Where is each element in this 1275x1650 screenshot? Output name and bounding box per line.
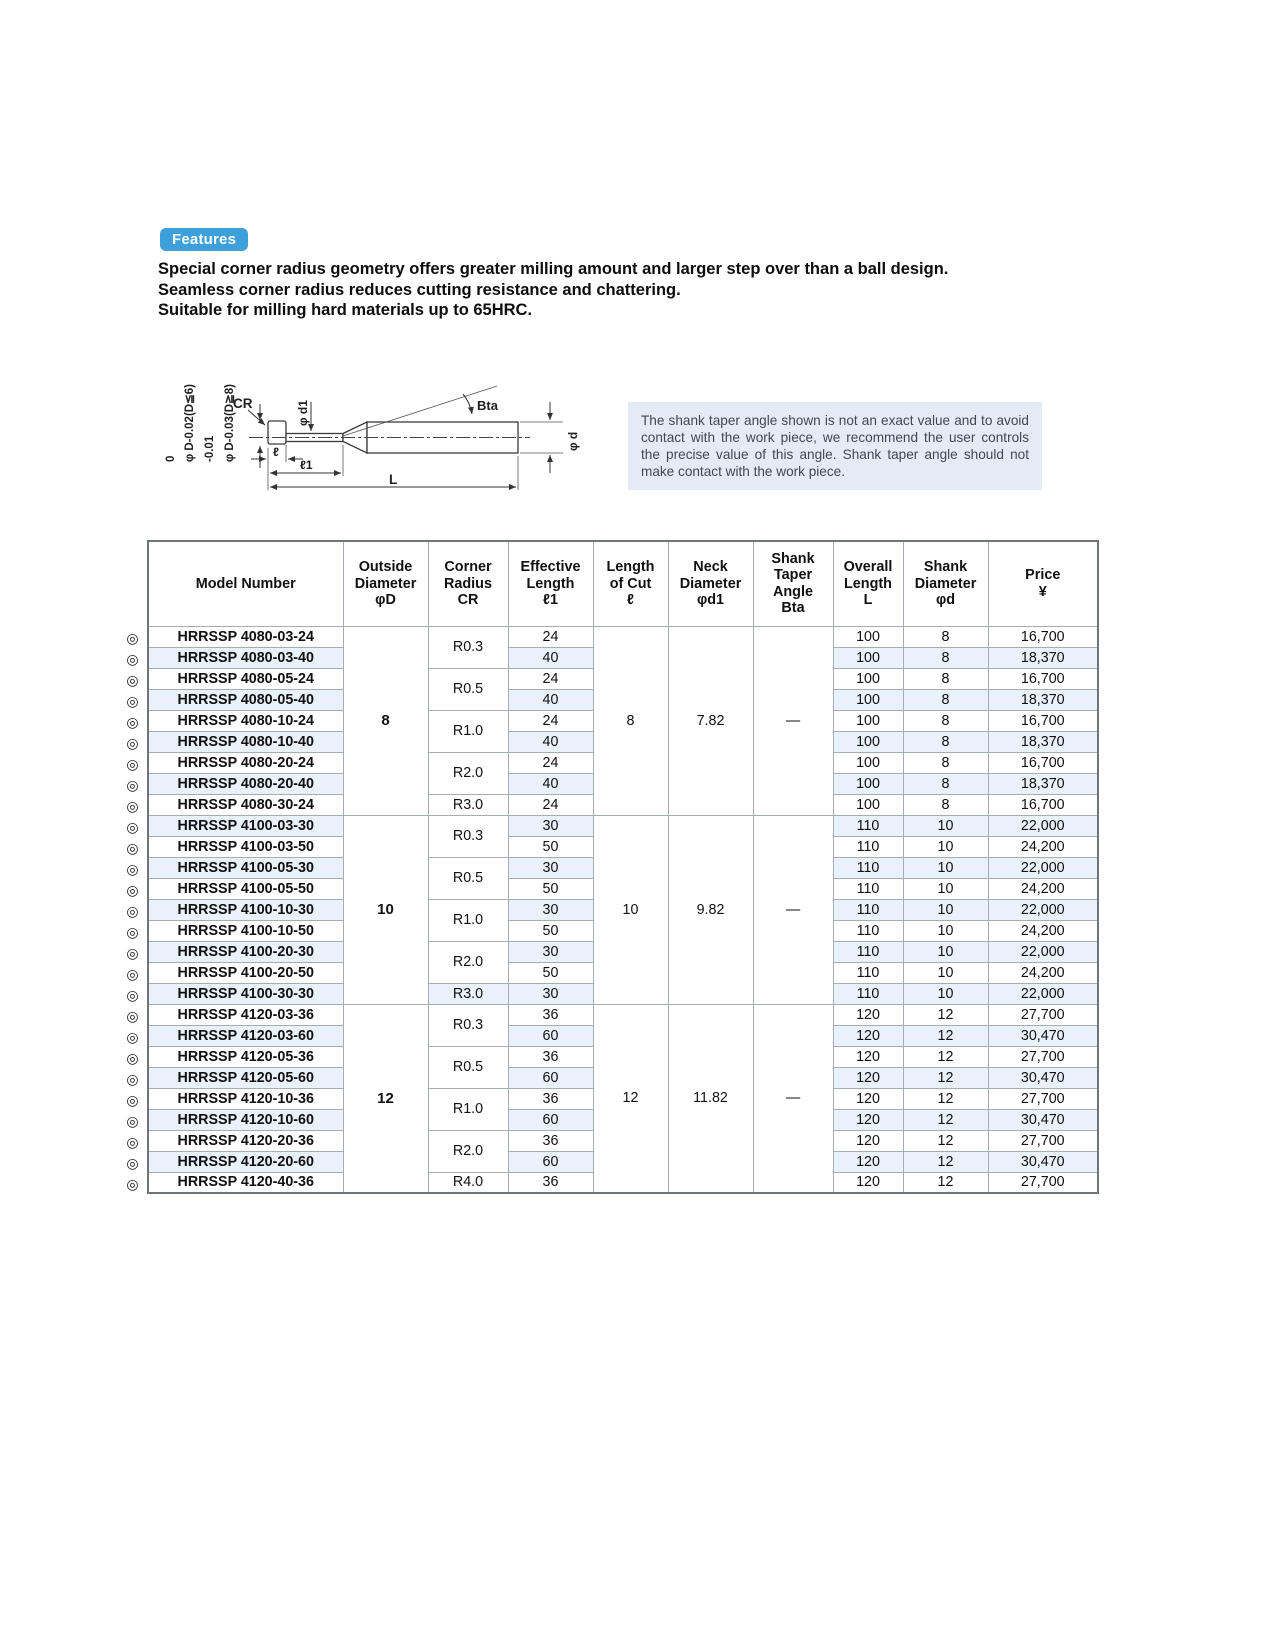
price-cell: 22,000: [988, 857, 1098, 878]
double-circle-icon: ◎: [126, 672, 139, 688]
col-header-outside-diameter: Outside Diameter φD: [343, 541, 428, 626]
double-circle-icon: ◎: [126, 1029, 139, 1045]
shank-diameter-cell: 12: [903, 1004, 988, 1025]
price-cell: 18,370: [988, 689, 1098, 710]
overall-length-cell: 100: [833, 773, 903, 794]
double-circle-icon: ◎: [126, 714, 139, 730]
model-cell: HRRSSP 4080-03-24: [148, 626, 343, 647]
corner-radius-cell: R2.0: [428, 752, 508, 794]
shank-diameter-cell: 8: [903, 689, 988, 710]
overall-length-cell: 120: [833, 1025, 903, 1046]
length-of-cut-cell: 10: [593, 815, 668, 1004]
price-cell: 24,200: [988, 878, 1098, 899]
effective-length-cell: 50: [508, 878, 593, 899]
effective-length-cell: 60: [508, 1109, 593, 1130]
price-cell: 27,700: [988, 1172, 1098, 1193]
model-cell: HRRSSP 4100-03-30: [148, 815, 343, 836]
effective-length-cell: 60: [508, 1067, 593, 1088]
effective-length-cell: 60: [508, 1151, 593, 1172]
double-circle-icon: ◎: [126, 1008, 139, 1024]
overall-length-cell: 100: [833, 710, 903, 731]
table-row: [148, 1004, 1098, 1025]
shank-taper-note: The shank taper angle shown is not an exact value and to avoid contact with the work piece, we recommend the user controls the precise value of this angle. Shank taper angle should not make contact with the work piece.: [628, 402, 1042, 490]
model-cell: HRRSSP 4080-10-40: [148, 731, 343, 752]
overall-length-cell: 120: [833, 1046, 903, 1067]
tolerance-label: φ D-0.03(D≧8): [224, 384, 236, 462]
effective-length-cell: 36: [508, 1004, 593, 1025]
shank-diameter-cell: 8: [903, 647, 988, 668]
shank-diameter-cell: 10: [903, 941, 988, 962]
corner-radius-cell: R0.3: [428, 815, 508, 857]
price-cell: 24,200: [988, 920, 1098, 941]
price-cell: 16,700: [988, 668, 1098, 689]
effective-length-cell: 40: [508, 689, 593, 710]
effective-length-cell: 36: [508, 1088, 593, 1109]
price-cell: 22,000: [988, 983, 1098, 1004]
shank-diameter-cell: 8: [903, 731, 988, 752]
corner-radius-cell: R0.5: [428, 1046, 508, 1088]
neck-diameter-cell: 9.82: [668, 815, 753, 1004]
price-cell: 16,700: [988, 626, 1098, 647]
double-circle-icon: ◎: [126, 945, 139, 961]
shank-diameter-cell: 10: [903, 815, 988, 836]
model-cell: HRRSSP 4080-20-40: [148, 773, 343, 794]
shank-diameter-cell: 10: [903, 878, 988, 899]
shank-taper-angle-cell: —: [753, 1004, 833, 1193]
cr-label: CR: [233, 396, 253, 411]
overall-length-cell: 100: [833, 647, 903, 668]
double-circle-icon: ◎: [126, 651, 139, 667]
overall-length-cell: 110: [833, 857, 903, 878]
model-cell: HRRSSP 4120-40-36: [148, 1172, 343, 1193]
model-cell: HRRSSP 4080-03-40: [148, 647, 343, 668]
shank-taper-angle-cell: —: [753, 815, 833, 1004]
overall-length-cell: 100: [833, 752, 903, 773]
double-circle-icon: ◎: [126, 1155, 139, 1171]
overall-length-cell: 120: [833, 1004, 903, 1025]
double-circle-icon: ◎: [126, 840, 139, 856]
model-cell: HRRSSP 4120-03-36: [148, 1004, 343, 1025]
model-cell: HRRSSP 4100-05-50: [148, 878, 343, 899]
double-circle-icon: ◎: [126, 966, 139, 982]
model-cell: HRRSSP 4120-05-60: [148, 1067, 343, 1088]
shank-diameter-cell: 8: [903, 752, 988, 773]
price-cell: 27,700: [988, 1004, 1098, 1025]
overall-length-cell: 120: [833, 1151, 903, 1172]
price-cell: 16,700: [988, 710, 1098, 731]
effective-length-cell: 30: [508, 983, 593, 1004]
length-of-cut-cell: 8: [593, 626, 668, 815]
overall-length-cell: 110: [833, 920, 903, 941]
shank-diameter-cell: 10: [903, 983, 988, 1004]
shank-diameter-cell: 8: [903, 710, 988, 731]
price-cell: 30,470: [988, 1067, 1098, 1088]
outside-diameter-cell: 8: [343, 626, 428, 815]
model-cell: HRRSSP 4080-05-24: [148, 668, 343, 689]
corner-radius-cell: R1.0: [428, 1088, 508, 1130]
double-circle-icon: ◎: [126, 1092, 139, 1108]
overall-length-label: L: [389, 472, 398, 487]
shank-diameter-cell: 8: [903, 794, 988, 815]
outside-diameter-cell: 12: [343, 1004, 428, 1193]
overall-length-cell: 120: [833, 1130, 903, 1151]
effective-length-cell: 30: [508, 857, 593, 878]
double-circle-icon: ◎: [126, 861, 139, 877]
overall-length-cell: 120: [833, 1067, 903, 1088]
model-cell: HRRSSP 4120-20-60: [148, 1151, 343, 1172]
overall-length-cell: 100: [833, 668, 903, 689]
features-badge: Features: [160, 228, 248, 251]
cr-leader-line: [248, 410, 265, 425]
price-cell: 18,370: [988, 647, 1098, 668]
table-row: [148, 626, 1098, 647]
model-cell: HRRSSP 4100-10-30: [148, 899, 343, 920]
overall-length-cell: 110: [833, 878, 903, 899]
corner-radius-cell: R1.0: [428, 710, 508, 752]
model-cell: HRRSSP 4100-03-50: [148, 836, 343, 857]
price-cell: 18,370: [988, 731, 1098, 752]
double-circle-icon: ◎: [126, 1050, 139, 1066]
feature-line: Suitable for milling hard materials up to 65HRC.: [158, 301, 533, 319]
col-header-shank-diameter: Shank Diameter φd: [903, 541, 988, 626]
corner-radius-cell: R3.0: [428, 983, 508, 1004]
overall-length-cell: 100: [833, 626, 903, 647]
neck-diameter-cell: 7.82: [668, 626, 753, 815]
price-cell: 16,700: [988, 752, 1098, 773]
corner-radius-cell: R0.3: [428, 626, 508, 668]
model-cell: HRRSSP 4120-10-60: [148, 1109, 343, 1130]
product-table: [147, 540, 1099, 1194]
tolerance-label: φ D-0.02(D≦6): [184, 384, 196, 462]
price-cell: 27,700: [988, 1088, 1098, 1109]
corner-radius-cell: R0.3: [428, 1004, 508, 1046]
double-circle-icon: ◎: [126, 798, 139, 814]
model-cell: HRRSSP 4080-10-24: [148, 710, 343, 731]
col-header-length-of-cut: Length of Cut ℓ: [593, 541, 668, 626]
model-cell: HRRSSP 4080-30-24: [148, 794, 343, 815]
double-circle-icon: ◎: [126, 987, 139, 1003]
price-cell: 22,000: [988, 941, 1098, 962]
tolerance-label: 0: [165, 455, 177, 462]
effective-length-cell: 30: [508, 815, 593, 836]
shank-taper-angle-cell: —: [753, 626, 833, 815]
bta-label: Bta: [477, 398, 498, 413]
shank-diameter-cell: 12: [903, 1025, 988, 1046]
double-circle-icon: ◎: [126, 924, 139, 940]
shank-diameter-cell: 12: [903, 1046, 988, 1067]
effective-length-label: ℓ1: [300, 458, 313, 472]
effective-length-cell: 50: [508, 920, 593, 941]
price-cell: 30,470: [988, 1109, 1098, 1130]
shank-diameter-cell: 10: [903, 836, 988, 857]
outside-diameter-cell: 10: [343, 815, 428, 1004]
shank-diameter-cell: 12: [903, 1088, 988, 1109]
double-circle-icon: ◎: [126, 819, 139, 835]
overall-length-cell: 120: [833, 1172, 903, 1193]
col-header-price: Price ¥: [988, 541, 1098, 626]
price-cell: 27,700: [988, 1130, 1098, 1151]
model-cell: HRRSSP 4120-20-36: [148, 1130, 343, 1151]
neck-diameter-label: φ d1: [296, 400, 310, 426]
corner-radius-cell: R0.5: [428, 857, 508, 899]
cutting-head-shape: [268, 421, 286, 444]
table-row: [148, 815, 1098, 836]
price-cell: 18,370: [988, 773, 1098, 794]
shank-diameter-cell: 12: [903, 1130, 988, 1151]
feature-line: Special corner radius geometry offers greater milling amount and larger step over than a ball design.: [158, 260, 949, 278]
overall-length-cell: 120: [833, 1088, 903, 1109]
effective-length-cell: 40: [508, 731, 593, 752]
model-cell: HRRSSP 4080-05-40: [148, 689, 343, 710]
double-circle-icon: ◎: [126, 882, 139, 898]
col-header-corner-radius: Corner Radius CR: [428, 541, 508, 626]
shank-diameter-cell: 10: [903, 899, 988, 920]
corner-radius-cell: R2.0: [428, 941, 508, 983]
overall-length-cell: 120: [833, 1109, 903, 1130]
overall-length-cell: 110: [833, 899, 903, 920]
overall-length-cell: 110: [833, 983, 903, 1004]
product-table-wrap: [147, 540, 1099, 1194]
effective-length-cell: 24: [508, 710, 593, 731]
effective-length-cell: 36: [508, 1046, 593, 1067]
shank-diameter-cell: 10: [903, 920, 988, 941]
col-header-model-number: Model Number: [148, 541, 343, 626]
price-cell: 22,000: [988, 815, 1098, 836]
price-cell: 22,000: [988, 899, 1098, 920]
overall-length-cell: 100: [833, 794, 903, 815]
length-of-cut-cell: 12: [593, 1004, 668, 1193]
corner-radius-cell: R1.0: [428, 899, 508, 941]
corner-radius-cell: R4.0: [428, 1172, 508, 1193]
model-cell: HRRSSP 4100-05-30: [148, 857, 343, 878]
model-cell: HRRSSP 4080-20-24: [148, 752, 343, 773]
tool-dimension-diagram: [145, 358, 590, 498]
effective-length-cell: 24: [508, 794, 593, 815]
price-cell: 30,470: [988, 1151, 1098, 1172]
shank-diameter-cell: 8: [903, 668, 988, 689]
effective-length-cell: 24: [508, 752, 593, 773]
model-cell: HRRSSP 4120-03-60: [148, 1025, 343, 1046]
model-cell: HRRSSP 4120-10-36: [148, 1088, 343, 1109]
overall-length-cell: 100: [833, 731, 903, 752]
table-header: [148, 541, 1098, 626]
shank-diameter-cell: 10: [903, 962, 988, 983]
effective-length-cell: 30: [508, 899, 593, 920]
effective-length-cell: 36: [508, 1130, 593, 1151]
row-marker-rail: [122, 628, 143, 1195]
neck-diameter-cell: 11.82: [668, 1004, 753, 1193]
effective-length-cell: 30: [508, 941, 593, 962]
effective-length-cell: 60: [508, 1025, 593, 1046]
double-circle-icon: ◎: [126, 903, 139, 919]
shank-diameter-cell: 12: [903, 1151, 988, 1172]
shank-diameter-cell: 12: [903, 1172, 988, 1193]
model-cell: HRRSSP 4100-20-50: [148, 962, 343, 983]
shank-diameter-cell: 12: [903, 1109, 988, 1130]
header-row: [148, 541, 1098, 626]
double-circle-icon: ◎: [126, 693, 139, 709]
double-circle-icon: ◎: [126, 1113, 139, 1129]
shank-diameter-cell: 12: [903, 1067, 988, 1088]
col-header-neck-diameter: Neck Diameter φd1: [668, 541, 753, 626]
effective-length-cell: 40: [508, 773, 593, 794]
shank-diameter-label: φ d: [566, 431, 580, 451]
features-text: [158, 259, 948, 321]
col-header-shank-taper-angle: Shank Taper Angle Bta: [753, 541, 833, 626]
model-cell: HRRSSP 4100-20-30: [148, 941, 343, 962]
double-circle-icon: ◎: [126, 777, 139, 793]
col-header-overall-length: Overall Length L: [833, 541, 903, 626]
effective-length-cell: 24: [508, 668, 593, 689]
effective-length-cell: 50: [508, 836, 593, 857]
double-circle-icon: ◎: [126, 1134, 139, 1150]
col-header-effective-length: Effective Length ℓ1: [508, 541, 593, 626]
corner-radius-cell: R3.0: [428, 794, 508, 815]
overall-length-cell: 110: [833, 815, 903, 836]
model-cell: HRRSSP 4100-10-50: [148, 920, 343, 941]
model-cell: HRRSSP 4120-05-36: [148, 1046, 343, 1067]
length-of-cut-label: ℓ: [273, 445, 279, 459]
effective-length-cell: 40: [508, 647, 593, 668]
double-circle-icon: ◎: [126, 756, 139, 772]
table-body: [148, 626, 1098, 1193]
price-cell: 27,700: [988, 1046, 1098, 1067]
effective-length-cell: 36: [508, 1172, 593, 1193]
tolerance-label: -0.01: [204, 435, 216, 462]
price-cell: 24,200: [988, 962, 1098, 983]
overall-length-cell: 110: [833, 962, 903, 983]
model-cell: HRRSSP 4100-30-30: [148, 983, 343, 1004]
shank-diameter-cell: 10: [903, 857, 988, 878]
double-circle-icon: ◎: [126, 735, 139, 751]
price-cell: 24,200: [988, 836, 1098, 857]
effective-length-cell: 24: [508, 626, 593, 647]
overall-length-cell: 110: [833, 836, 903, 857]
price-cell: 16,700: [988, 794, 1098, 815]
double-circle-icon: ◎: [126, 1071, 139, 1087]
overall-length-cell: 100: [833, 689, 903, 710]
price-cell: 30,470: [988, 1025, 1098, 1046]
effective-length-cell: 50: [508, 962, 593, 983]
shank-diameter-cell: 8: [903, 626, 988, 647]
corner-radius-cell: R2.0: [428, 1130, 508, 1172]
feature-line: Seamless corner radius reduces cutting resistance and chattering.: [158, 280, 681, 299]
shank-diameter-cell: 8: [903, 773, 988, 794]
double-circle-icon: ◎: [126, 1176, 139, 1192]
double-circle-icon: ◎: [126, 630, 139, 646]
corner-radius-cell: R0.5: [428, 668, 508, 710]
overall-length-cell: 110: [833, 941, 903, 962]
